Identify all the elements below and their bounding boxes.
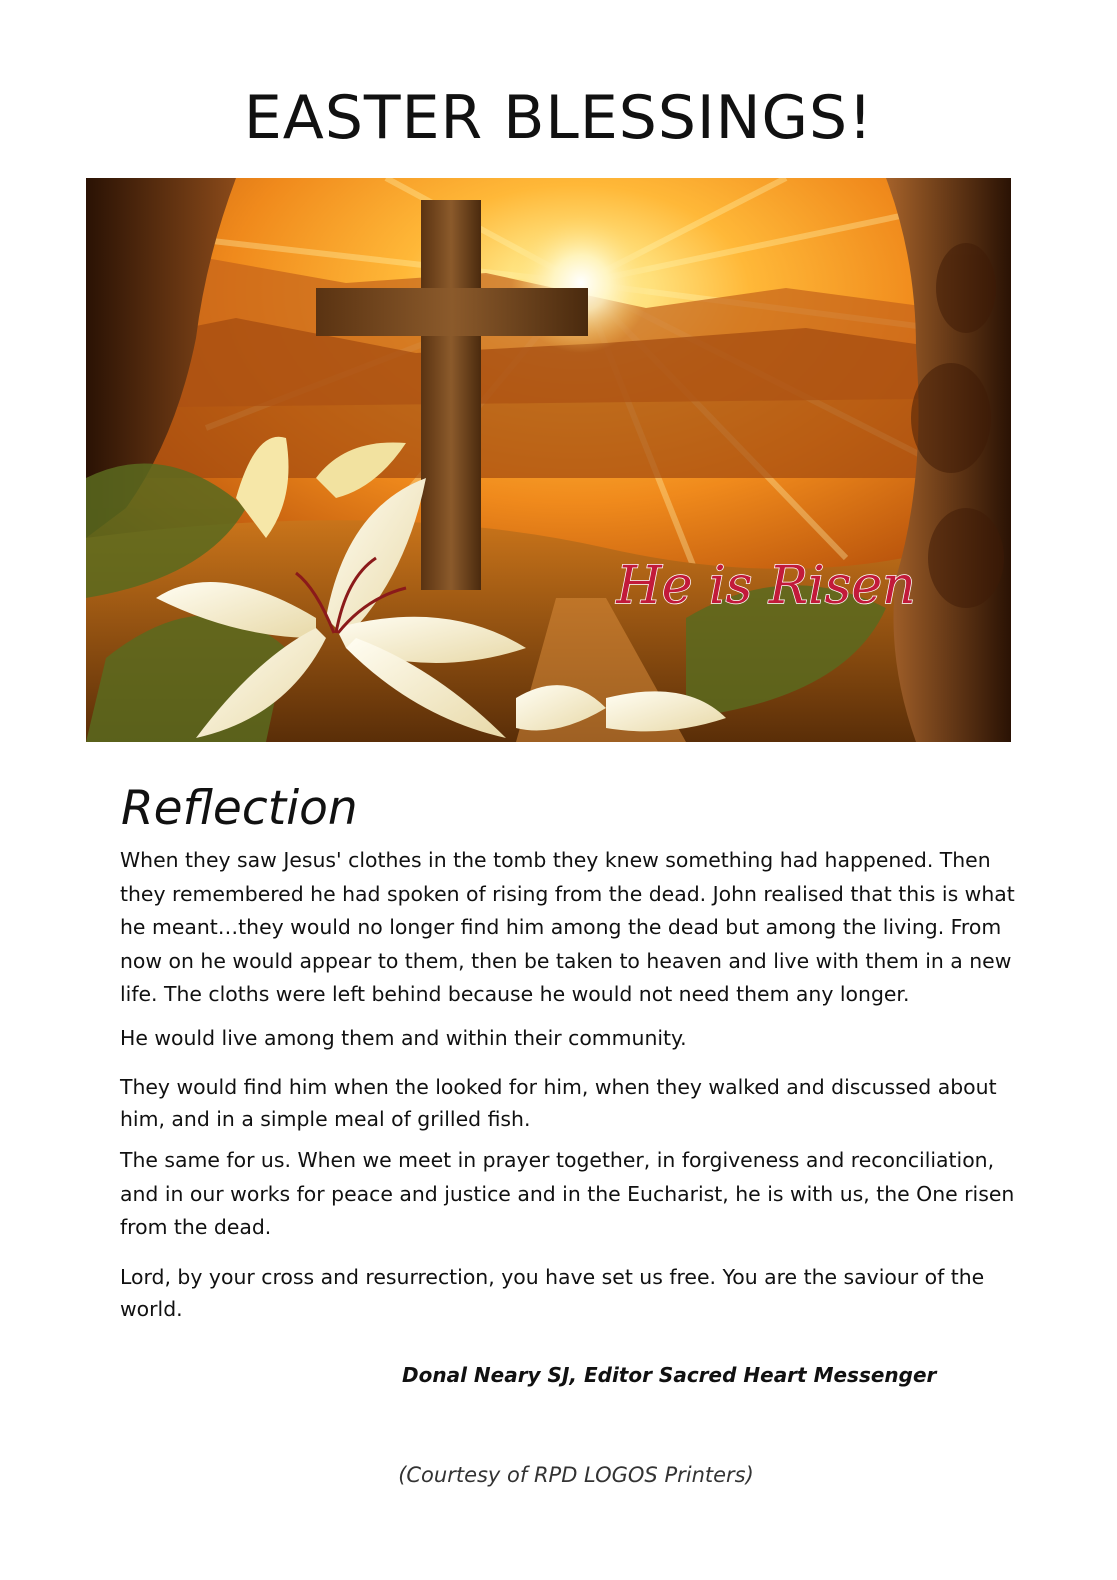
reflection-paragraph: The same for us. When we meet in prayer together, in forgiveness and reconciliation, and in our works for peace and justice and in the Eucharist, he is with us, the One risen from the dead. (120, 1148, 1015, 1239)
reflection-paragraph: Lord, by your cross and resurrection, you have set us free. You are the saviour of the world. (120, 1265, 985, 1321)
he-is-risen-text: He is Risen (616, 556, 916, 616)
courtesy-note: (Courtesy of RPD LOGOS Printers) (398, 1463, 754, 1487)
reflection-paragraph: He would live among them and within their community. (120, 1026, 687, 1050)
reflection-heading: Reflection (121, 781, 358, 836)
reflection-paragraph: When they saw Jesus' clothes in the tomb they knew something had happened. Then they remembered he had spoken of rising from the dead. John realised that this is what he meant…they would no longer find him among the dead but among the living. From now on he would appear to them, then be taken to heaven and live with them in a new life. The cloths were left behind because he would not need them any longer. (120, 848, 1015, 1006)
easter-cross-image (86, 178, 1011, 742)
reflection-paragraph: They would find him when the looked for him, when they walked and discussed about him, and in a simple meal of grilled fish. (120, 1075, 997, 1131)
page-title: EASTER BLESSINGS! (243, 83, 874, 153)
author-signature: Donal Neary SJ, Editor Sacred Heart Messenger (402, 1363, 937, 1387)
